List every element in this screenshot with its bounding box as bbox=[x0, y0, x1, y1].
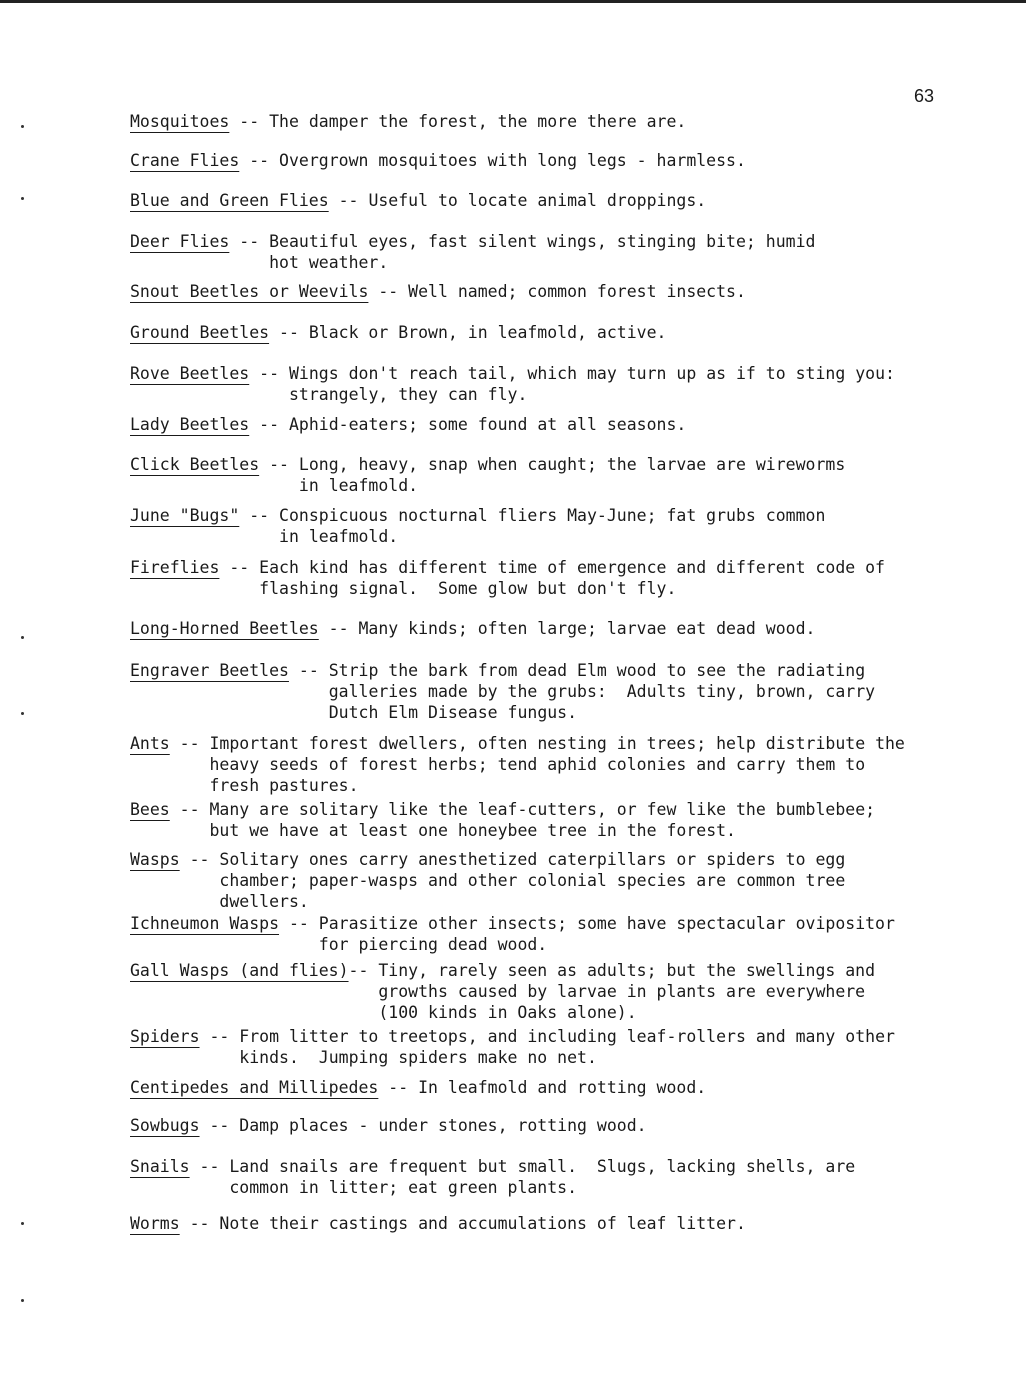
description-line: heavy seeds of forest herbs; tend aphid colonies and carry them to bbox=[209, 755, 866, 774]
description-line: Well named; common forest insects. bbox=[408, 282, 746, 301]
entry-separator: -- bbox=[269, 323, 309, 342]
description-line: Beautiful eyes, fast silent wings, stinging bite; humid bbox=[269, 232, 816, 251]
entry-term: Gall Wasps (and flies) bbox=[130, 961, 349, 980]
entry-term: Click Beetles bbox=[130, 455, 260, 474]
description-line: strangely, they can fly. bbox=[288, 385, 528, 404]
entry-term: Snails bbox=[130, 1157, 190, 1176]
glossary-entry bbox=[130, 913, 895, 955]
description-line: common in litter; eat green plants. bbox=[229, 1178, 578, 1197]
entry-term: Wasps bbox=[130, 850, 180, 869]
glossary-entry bbox=[130, 454, 845, 496]
entry-description bbox=[259, 557, 885, 599]
entry-separator: -- bbox=[279, 914, 319, 933]
entry-description bbox=[239, 1026, 895, 1068]
description-line: Black or Brown, in leafmold, active. bbox=[308, 323, 667, 342]
entry-term: Ants bbox=[130, 734, 170, 753]
description-line: Wings don't reach tail, which may turn up as if to sting you: bbox=[288, 364, 895, 383]
entry-separator: -- bbox=[249, 415, 289, 434]
entry-description bbox=[279, 505, 825, 547]
entry-description bbox=[269, 231, 815, 273]
description-line: Dutch Elm Disease fungus. bbox=[328, 703, 578, 722]
entry-separator: -- bbox=[199, 1116, 240, 1135]
entry-description bbox=[299, 454, 845, 496]
glossary-entry bbox=[130, 1077, 706, 1098]
entry-separator: -- bbox=[328, 191, 369, 210]
glossary-entry bbox=[130, 1156, 855, 1198]
description-line: in leafmold. bbox=[279, 527, 399, 546]
description-line: Damp places - under stones, rotting wood. bbox=[239, 1116, 647, 1135]
entry-separator: -- bbox=[179, 850, 220, 869]
description-line: Each kind has different time of emergence and different code of bbox=[259, 558, 885, 577]
margin-dot bbox=[21, 125, 24, 128]
entry-term: Lady Beetles bbox=[130, 415, 250, 434]
entry-separator: -- bbox=[239, 506, 280, 525]
entry-term: Bees bbox=[130, 800, 170, 819]
description-line: Long, heavy, snap when caught; the larvae are wireworms bbox=[298, 455, 846, 474]
entry-description bbox=[279, 150, 746, 171]
description-line: Aphid-eaters; some found at all seasons. bbox=[288, 415, 687, 434]
entry-description bbox=[329, 660, 875, 723]
entry-description bbox=[289, 363, 895, 405]
entry-term: Spiders bbox=[130, 1027, 200, 1046]
entry-description bbox=[229, 1156, 855, 1198]
glossary-entry bbox=[130, 1026, 895, 1068]
entry-term: Centipedes and Millipedes bbox=[130, 1078, 379, 1097]
entry-description bbox=[359, 618, 816, 639]
description-line: hot weather. bbox=[269, 253, 389, 272]
description-line: Overgrown mosquitoes with long legs - harmless. bbox=[279, 151, 746, 170]
description-line: Useful to locate animal droppings. bbox=[368, 191, 707, 210]
glossary-entry bbox=[130, 281, 746, 302]
entry-term: Long-Horned Beetles bbox=[130, 619, 319, 638]
entry-description bbox=[408, 281, 746, 302]
glossary-entry bbox=[130, 557, 885, 599]
entry-separator: -- bbox=[368, 282, 409, 301]
entry-separator: -- bbox=[199, 1027, 240, 1046]
glossary-entry bbox=[130, 363, 895, 405]
description-line: The damper the forest, the more there are. bbox=[269, 112, 687, 131]
glossary-entry bbox=[130, 618, 815, 639]
description-line: Land snails are frequent but small. Slugs, lacking shells, are bbox=[229, 1157, 856, 1176]
glossary-entry bbox=[130, 733, 905, 796]
entry-description bbox=[210, 733, 905, 796]
glossary-entry bbox=[130, 231, 815, 273]
entry-description bbox=[219, 849, 845, 912]
description-line: (100 kinds in Oaks alone). bbox=[378, 1003, 637, 1022]
entry-term: Crane Flies bbox=[130, 151, 240, 170]
entry-term: Mosquitoes bbox=[130, 112, 230, 131]
description-line: dwellers. bbox=[219, 892, 309, 911]
entry-description bbox=[210, 799, 876, 841]
margin-dot bbox=[21, 1299, 24, 1302]
entry-separator: -- bbox=[189, 1157, 230, 1176]
entry-description bbox=[368, 190, 706, 211]
glossary-entry bbox=[130, 322, 666, 343]
entry-term: Fireflies bbox=[130, 558, 220, 577]
description-line: for piercing dead wood. bbox=[318, 935, 548, 954]
entry-separator: -- bbox=[229, 112, 270, 131]
margin-dot bbox=[21, 1222, 24, 1225]
description-line: Conspicuous nocturnal fliers May-June; fat grubs common bbox=[279, 506, 826, 525]
glossary-entry bbox=[130, 1115, 647, 1136]
description-line: growths caused by larvae in plants are everywhere bbox=[378, 982, 866, 1001]
glossary-entry bbox=[130, 799, 875, 841]
entry-separator: -- bbox=[169, 800, 210, 819]
description-line: Important forest dwellers, often nesting in trees; help distribute the bbox=[209, 734, 905, 753]
description-line: Many are solitary like the leaf-cutters, or few like the bumblebee; bbox=[209, 800, 876, 819]
description-line: galleries made by the grubs: Adults tiny, brown, carry bbox=[328, 682, 876, 701]
description-line: chamber; paper-wasps and other colonial species are common tree bbox=[219, 871, 846, 890]
entry-description bbox=[319, 913, 895, 955]
entry-description bbox=[239, 1115, 646, 1136]
entry-separator: -- bbox=[179, 1214, 220, 1233]
entry-separator: -- bbox=[378, 1078, 419, 1097]
description-line: Solitary ones carry anesthetized caterpillars or spiders to egg bbox=[219, 850, 846, 869]
description-line: but we have at least one honeybee tree in the forest. bbox=[209, 821, 736, 840]
entry-description bbox=[269, 111, 686, 132]
glossary-entry bbox=[130, 150, 746, 171]
entry-separator: -- bbox=[239, 151, 280, 170]
description-line: Note their castings and accumulations of leaf litter. bbox=[219, 1214, 746, 1233]
description-line: Parasitize other insects; some have spectacular ovipositor bbox=[318, 914, 895, 933]
entry-separator: -- bbox=[249, 364, 289, 383]
entry-separator: -- bbox=[169, 734, 210, 753]
entry-separator: -- bbox=[288, 661, 329, 680]
glossary-entry bbox=[130, 190, 706, 211]
margin-dot bbox=[21, 712, 24, 715]
entry-separator: -- bbox=[219, 558, 260, 577]
entry-term: Engraver Beetles bbox=[130, 661, 289, 680]
entry-description bbox=[309, 322, 667, 343]
description-line: From litter to treetops, and including leaf-rollers and many other bbox=[239, 1027, 895, 1046]
entry-term: Ground Beetles bbox=[130, 323, 270, 342]
glossary-entry bbox=[130, 1213, 746, 1234]
description-line: kinds. Jumping spiders make no net. bbox=[239, 1048, 597, 1067]
entry-term: Deer Flies bbox=[130, 232, 230, 251]
entry-description bbox=[289, 414, 686, 435]
entry-term: Ichneumon Wasps bbox=[130, 914, 280, 933]
glossary-entry bbox=[130, 960, 875, 1023]
scan-top-edge bbox=[0, 0, 1026, 3]
entry-separator: -- bbox=[229, 232, 270, 251]
entry-description bbox=[219, 1213, 746, 1234]
description-line: flashing signal. Some glow but don't fly. bbox=[259, 579, 677, 598]
entry-description bbox=[378, 960, 875, 1023]
entry-term: Sowbugs bbox=[130, 1116, 200, 1135]
margin-dot bbox=[21, 197, 24, 200]
description-line: fresh pastures. bbox=[209, 776, 359, 795]
entry-separator: -- bbox=[259, 455, 299, 474]
glossary-entry bbox=[130, 849, 845, 912]
description-line: Many kinds; often large; larvae eat dead wood. bbox=[358, 619, 816, 638]
page-number: 63 bbox=[914, 86, 935, 106]
description-line: In leafmold and rotting wood. bbox=[418, 1078, 707, 1097]
description-line: Tiny, rarely seen as adults; but the swellings and bbox=[378, 961, 876, 980]
entry-separator: -- bbox=[318, 619, 359, 638]
glossary-entry bbox=[130, 111, 686, 132]
glossary-entry bbox=[130, 505, 825, 547]
margin-dot bbox=[21, 636, 24, 639]
description-line: in leafmold. bbox=[298, 476, 419, 495]
entry-term: Worms bbox=[130, 1214, 180, 1233]
entry-term: Blue and Green Flies bbox=[130, 191, 329, 210]
entry-separator: -- bbox=[348, 961, 379, 980]
glossary-entry bbox=[130, 414, 686, 435]
glossary-entry bbox=[130, 660, 875, 723]
entry-term: Rove Beetles bbox=[130, 364, 250, 383]
entry-term: June "Bugs" bbox=[130, 506, 240, 525]
entry-term: Snout Beetles or Weevils bbox=[130, 282, 369, 301]
description-line: Strip the bark from dead Elm wood to see the radiating bbox=[328, 661, 866, 680]
entry-description bbox=[418, 1077, 706, 1098]
